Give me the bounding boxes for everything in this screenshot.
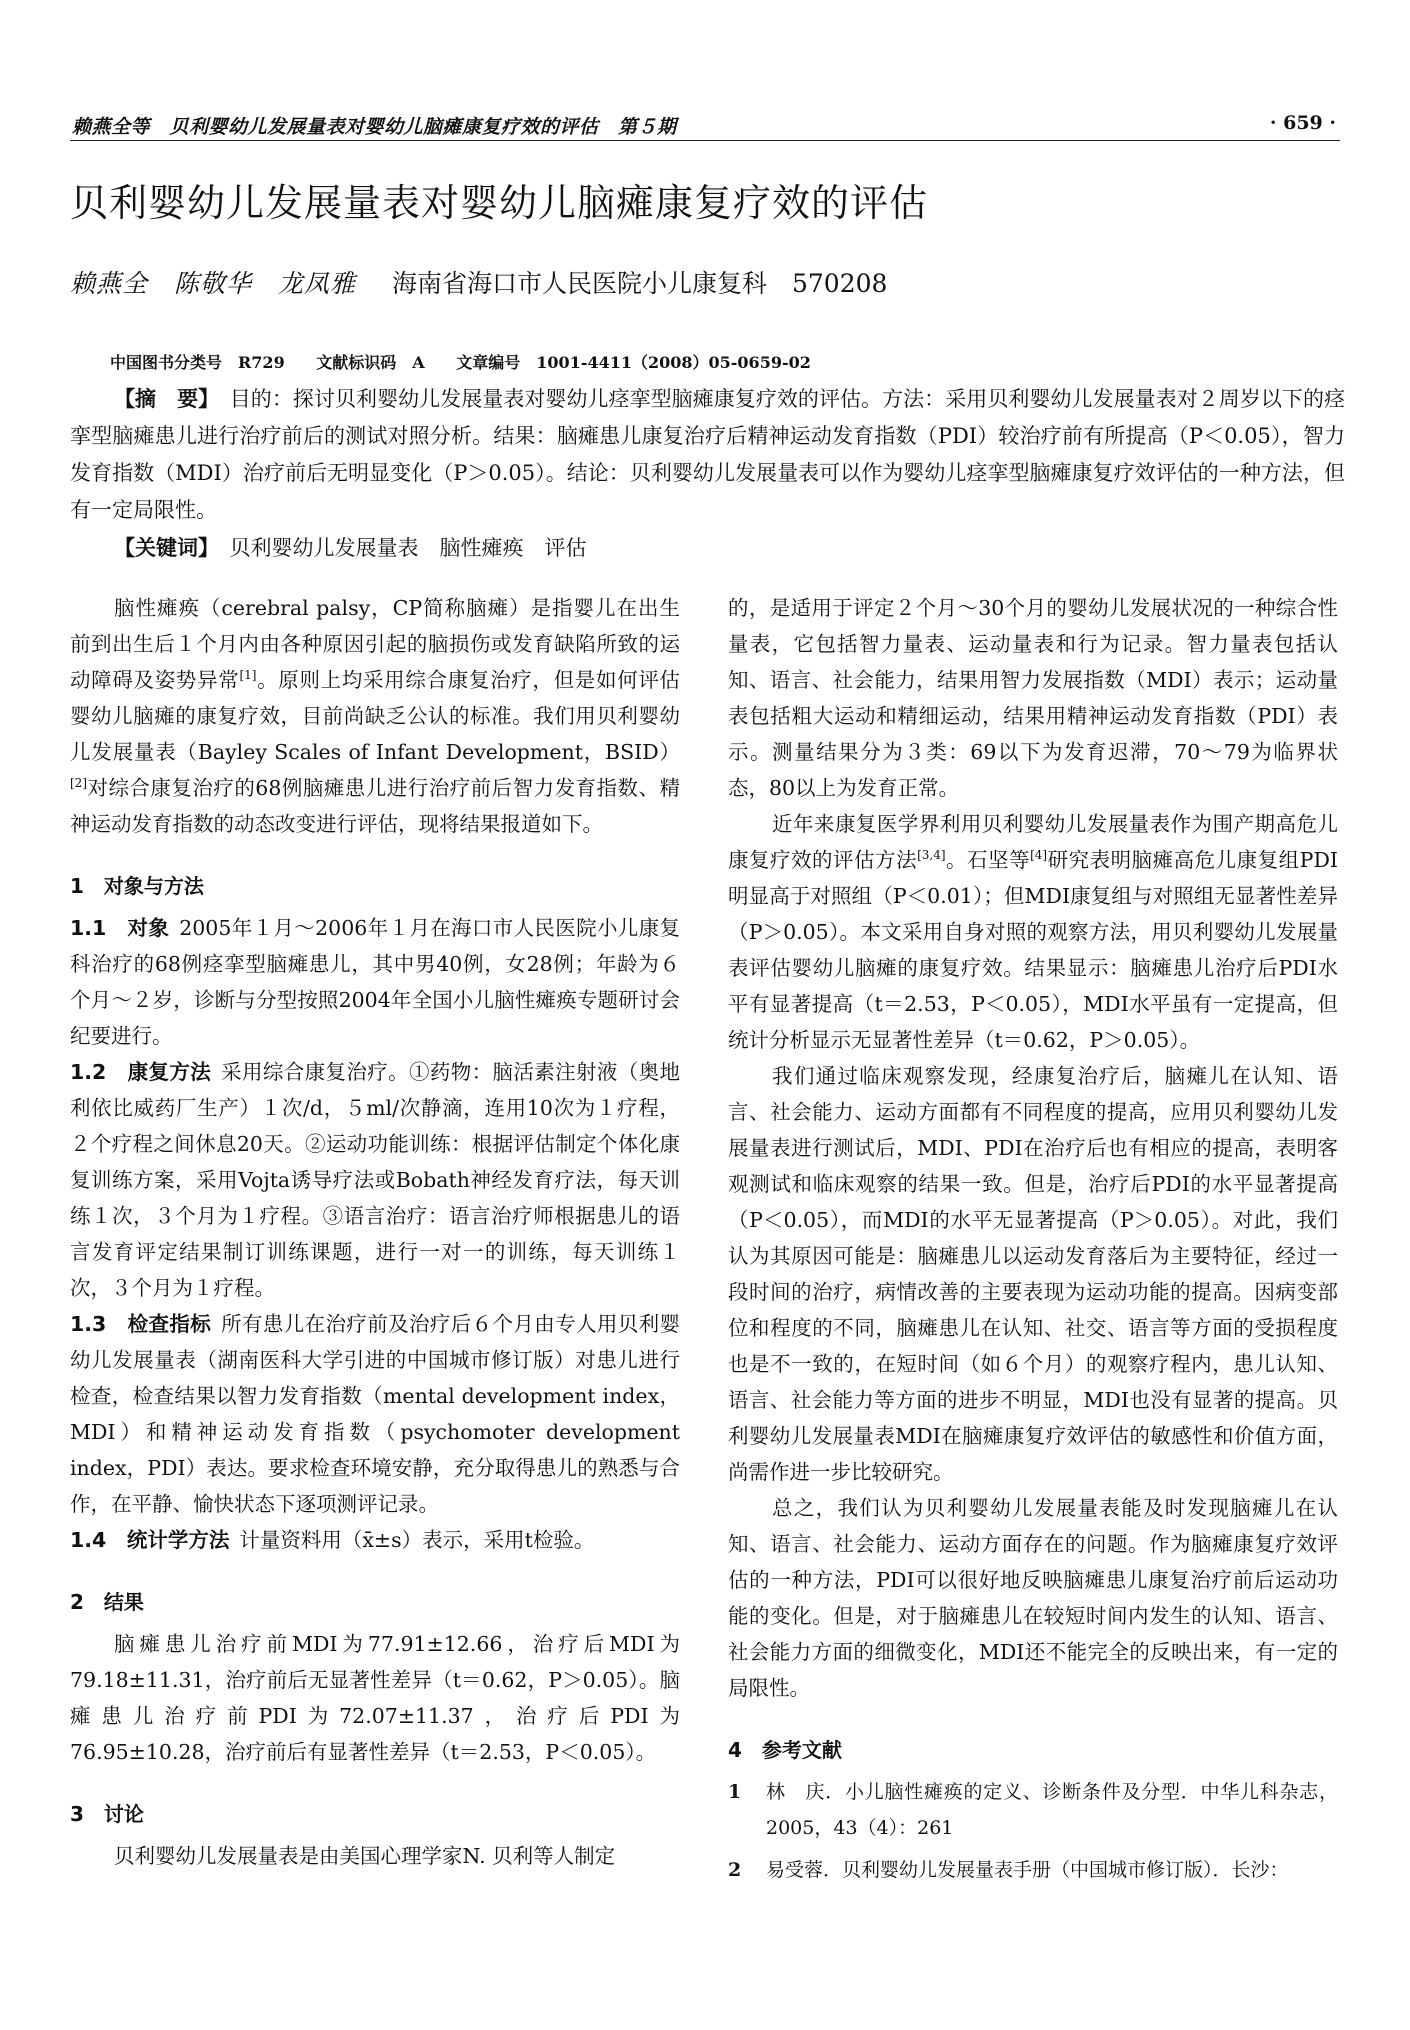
subsection-label: 1.4 统计学方法: [70, 1528, 230, 1552]
paper-title: 贝利婴幼儿发展量表对婴幼儿脑瘫康复疗效的评估: [70, 181, 929, 225]
article-number: 文章编号 1001-4411（2008）05-0659-02: [456, 353, 811, 372]
citation-1: [1]: [239, 668, 257, 683]
keywords-label: 【关键词】: [114, 535, 209, 560]
subsection-text: 所有患儿在治疗前及治疗后６个月由专人用贝利婴幼儿发展量表（湖南医科大学引进的中国城市修订版）对患儿进行检查，检查结果以智力发育指数（mental development index，MDI）和精神运动发育指数（psychomoter development index，PDI）表达。要求检查环境安静，充分取得患儿的熟悉与合作，在平静、愉快状态下逐项测评记录。: [70, 1312, 680, 1516]
p2-text-1: 近年来康复医学界利用贝利婴幼儿发展量表作为围产期高危儿康复疗效的评估方法: [728, 812, 1338, 872]
intro-text-3: 对综合康复治疗的68例脑瘫患儿进行治疗前后智力发育指数、精神运动发育指数的动态改变进行评估，现将结果报道如下。: [70, 776, 680, 836]
author-names: 赖燕全 陈敬华 龙凤雅: [70, 269, 357, 298]
conclusion-paragraph: 总之，我们认为贝利婴幼儿发展量表能及时发现脑瘫儿在认知、语言、社会能力、运动方面存在的问题。作为脑瘫康复疗效评估的一种方法，PDI可以很好地反映脑瘫患儿康复治疗前后运动功能的变化。但是，对于脑瘫患儿在较短时间内发生的认知、语言、社会能力方面的细微变化，MDI还不能完全的反映出来，有一定的局限性。: [728, 1496, 1338, 1700]
subsection-text: 2005年１月～2006年１月在海口市人民医院小儿康复科治疗的68例痉挛型脑瘫患儿，其中男40例，女28例；年龄为６个月～２岁，诊断与分型按照2004年全国小儿脑性瘫痪专题研讨会纪要进行。: [70, 916, 680, 1048]
discussion-paragraph-2: [728, 806, 1338, 1058]
subsection-label: 1.3 检查指标: [70, 1312, 212, 1336]
reference-item: [728, 1774, 1338, 1846]
reference-number: 2: [728, 1859, 742, 1881]
subsection-text: 计量资料用（x̄±s）表示，采用t检验。: [239, 1528, 595, 1552]
section-heading-discussion: 3 讨论: [70, 1802, 144, 1826]
document-code: 文献标识码 A: [316, 353, 425, 372]
subsection-statistics: [70, 1522, 680, 1558]
section-heading-results: 2 结果: [70, 1590, 144, 1614]
reference-number: 1: [728, 1781, 742, 1803]
page-number: · 659 ·: [1269, 112, 1336, 134]
affiliation: 海南省海口市人民医院小儿康复科 570208: [391, 269, 888, 298]
clc-number: 中国图书分类号 R729: [110, 353, 285, 372]
citation-2: [2]: [70, 776, 87, 791]
abstract-label: 【摘 要】: [114, 386, 209, 411]
reference-item: [728, 1852, 1338, 1888]
results-paragraph: 脑瘫患儿治疗前MDI为77.91±12.66，治疗后MDI为79.18±11.31，治疗前后无显著性差异（t＝0.62，P＞0.05）。脑瘫患儿治疗前PDI为72.07±11.37，治疗后PDI为76.95±10.28，治疗前后有显著性差异（t＝2.53，P＜0.05）。: [70, 1632, 680, 1764]
intro-text-2: 。原则上均采用综合康复治疗，但是如何评估婴幼儿脑瘫的康复疗效，目前尚缺乏公认的标准。我们用贝利婴幼儿发展量表（Bayley Scales of Infant Development，BSID）: [70, 668, 681, 764]
abstract-paragraph: [70, 380, 1345, 529]
keywords-paragraph: [70, 529, 1345, 567]
citation-4: [4]: [1030, 848, 1048, 863]
section-heading-methods: 1 对象与方法: [70, 874, 204, 898]
intro-paragraph: [70, 590, 680, 842]
citation-3: [3,4]: [917, 848, 946, 863]
subsection-text: 采用综合康复治疗。①药物：脑活素注射液（奥地利依比威药厂生产）１次/d，５ml/次静滴，连用10次为１疗程，２个疗程之间休息20天。②运动功能训练：根据评估制定个体化康复训练方案，采用Vojta诱导疗法或Bobath神经发育疗法，每天训练１次，３个月为１疗程。③语言治疗：语言治疗师根据患儿的语言发育评定结果制订训练课题，进行一对一的训练，每天训练１次，３个月为１疗程。: [70, 1060, 680, 1300]
p2-text-2: 。石坚等: [945, 848, 1031, 872]
right-column: [728, 590, 1338, 1888]
discussion-paragraph-3: 我们通过临床观察发现，经康复治疗后，脑瘫儿在认知、语言、社会能力、运动方面都有不同程度的提高，应用贝利婴幼儿发展量表进行测试后，MDI、PDI在治疗后也有相应的提高，表明客观测试和临床观察的结果一致。但是，治疗后PDI的水平显著提高（P＜0.05），而MDI的水平无显著提高（P＞0.05）。对此，我们认为其原因可能是：脑瘫患儿以运动发育落后为主要特征，经过一段时间的治疗，病情改善的主要表现为运动功能的提高。因病变部位和程度的不同，脑瘫患儿在认知、社交、语言等方面的受损程度也是不一致的，在短时间（如６个月）的观察疗程内，患儿认知、语言、社会能力等方面的进步不明显，MDI也没有显著的提高。贝利婴幼儿发展量表MDI在脑瘫康复疗效评估的敏感性和价值方面，尚需作进一步比较研究。: [728, 1064, 1338, 1484]
author-line: [70, 264, 887, 300]
reference-text: 易受蓉．贝利婴幼儿发展量表手册（中国城市修订版）．长沙：: [766, 1859, 1289, 1881]
subsection-label: 1.2 康复方法: [70, 1060, 212, 1084]
reference-text: 林 庆．小儿脑性瘫痪的定义、诊断条件及分型．中华儿科杂志，2005，43（4）：261: [766, 1781, 1338, 1839]
subsection-subjects: [70, 910, 680, 1054]
subsection-label: 1.1 对象: [70, 916, 170, 940]
subsection-indicators: [70, 1306, 680, 1522]
keywords-text: 贝利婴幼儿发展量表 脑性瘫痪 评估: [229, 536, 587, 560]
discussion-paragraph-1: 的，是适用于评定２个月～30个月的婴幼儿发展状况的一种综合性量表，它包括智力量表、运动量表和行为记录。智力量表包括认知、语言、社会能力，结果用智力发展指数（MDI）表示；运动量表包括粗大运动和精细运动，结果用精神运动发育指数（PDI）表示。测量结果分为３类：69以下为发育迟滞，70～79为临界状态，80以上为发育正常。: [728, 596, 1338, 800]
intro-text-1: 脑性瘫痪（cerebral palsy，CP简称脑瘫）是指婴儿在出生前到出生后１个月内由各种原因引起的脑损伤或发育缺陷所致的运动障碍及姿势异常: [70, 596, 680, 692]
abstract-block: [70, 380, 1345, 567]
running-title: 赖燕全等 贝利婴幼儿发展量表对婴幼儿脑瘫康复疗效的评估 第５期: [72, 116, 677, 138]
left-column: [70, 590, 680, 1874]
p2-text-3: 研究表明脑瘫高危儿康复组PDI明显高于对照组（P＜0.01）；但MDI康复组与对照组无显著性差异（P＞0.05）。本文采用自身对照的观察方法，用贝利婴幼儿发展量表评估婴幼儿脑瘫的康复疗效。结果显示：脑瘫患儿治疗后PDI水平有显著提高（t＝2.53，P＜0.05），MDI水平虽有一定提高，但统计分析显示无显著性差异（t＝0.62，P＞0.05）。: [728, 848, 1339, 1052]
classification-line: [110, 350, 837, 373]
subsection-rehab-method: [70, 1054, 680, 1306]
abstract-text: 目的：探讨贝利婴幼儿发展量表对婴幼儿痉挛型脑瘫康复疗效的评估。方法：采用贝利婴幼儿发展量表对２周岁以下的痉挛型脑瘫患儿进行治疗前后的测试对照分析。结果：脑瘫患儿康复治疗后精神运动发育指数（PDI）较治疗前有所提高（P＜0.05），智力发育指数（MDI）治疗前后无明显变化（P＞0.05）。结论：贝利婴幼儿发展量表可以作为婴幼儿痉挛型脑瘫康复疗效评估的一种方法，但有一定局限性。: [70, 387, 1346, 522]
discussion-paragraph-start: 贝利婴幼儿发展量表是由美国心理学家N. 贝利等人制定: [114, 1844, 616, 1868]
section-heading-references: 4 参考文献: [728, 1738, 842, 1762]
header-rule: [70, 140, 1340, 141]
